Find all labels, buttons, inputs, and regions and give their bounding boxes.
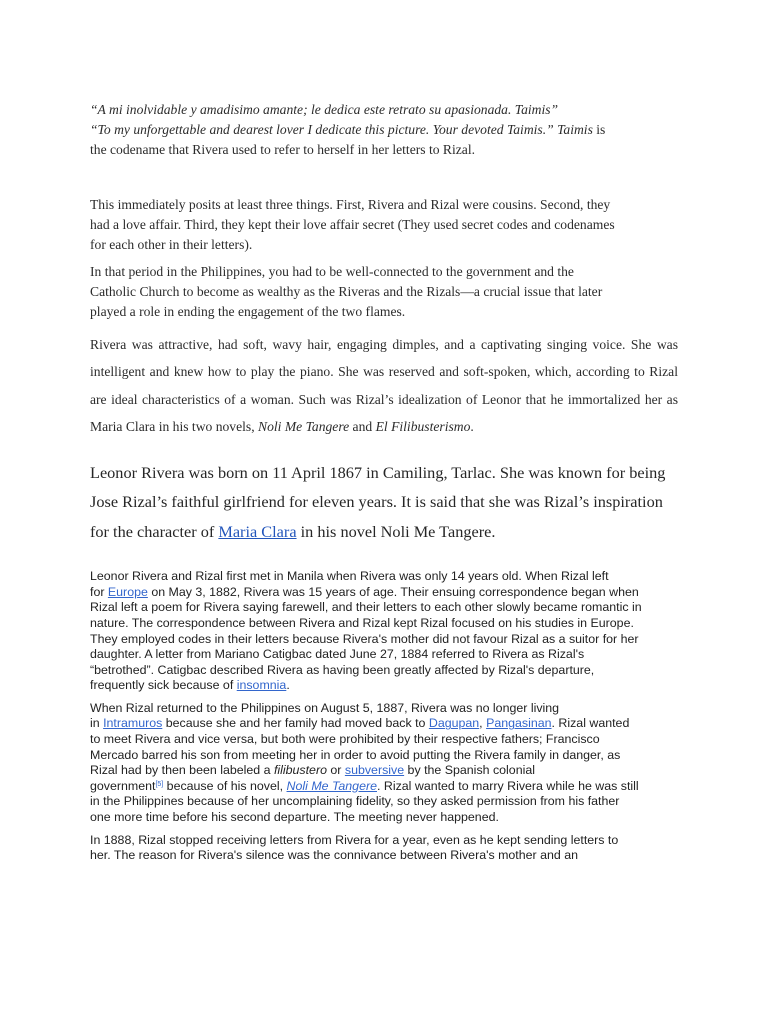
- pangasinan-link[interactable]: Pangasinan: [486, 716, 552, 731]
- year-1888-paragraph: In 1888, Rizal stopped receiving letters from Rivera for a year, even as he kept sending letters to her. The reason for Rivera's silence was the connivance between Rivera's mother and an: [90, 832, 619, 863]
- document-page: [90, 100, 678, 864]
- dedication-quote-paragraph: [90, 100, 678, 160]
- returned-paragraph: When Rizal returned to the Philippines on August 5, 1887, Rivera was no longer living in Intramuros because she and her family had moved back to Dagupan, Pangasinan. Rizal wanted to meet Rivera and vice versa, but both were prohibited by their respective fathers; Francisco Mercado barred his son from meeting her in order to avoid putting the Rivera family in danger, as Rizal had by then been labeled a filibustero or subversive by the Spanish colonial government[5] because of his novel, Noli Me Tangere. Rizal wanted to marry Rivera while he was still in the Philippines because of her uncomplaining fidelity, so they asked permission from his father one more time before his second departure. The meeting never happened.: [90, 700, 639, 825]
- filibustero-term: filibustero: [273, 763, 327, 778]
- intramuros-link[interactable]: Intramuros: [103, 716, 163, 731]
- first-met-paragraph: Leonor Rivera and Rizal first met in Manila when Rivera was only 14 years old. When Rizal left for Europe on May 3, 1882, Rivera was 15 years of age. Their ensuing correspondence began when Rizal left a poem for Rivera saying farewell, and their letters to each other slowly became romantic in nature. The correspondence between Rivera and Rizal kept Rizal focused on his studies in Europe. They employed codes in their letters because Rivera's mother did not favour Rizal as a suitor for her daughter. A letter from Mariano Catigbac dated June 27, 1884 referred to Rivera as Rizal's “betrothed”. Catigbac described Rivera as having been greatly affected by Rizal's departure, frequently sick because of insomnia.: [90, 569, 642, 693]
- maria-clara-link[interactable]: Maria Clara: [218, 521, 297, 541]
- novel-noli-title: Noli Me Tangere: [258, 419, 350, 435]
- insomnia-link[interactable]: insomnia: [236, 678, 287, 693]
- novel-fili-title: El Filibusterismo: [375, 419, 471, 435]
- codename-explanation: the codename that Rivera used to refer to herself in her letters to Rizal.: [90, 142, 476, 157]
- taimis-name: Taimis: [557, 122, 593, 137]
- born-paragraph: Leonor Rivera was born on 11 April 1867 in Camiling, Tarlac. She was known for being Jose Rizal’s faithful girlfriend for eleven years. It is said that she was Rizal’s inspiration for the character of Maria Clara in his novel Noli Me Tangere.: [90, 462, 666, 541]
- dagupan-link[interactable]: Dagupan: [428, 716, 480, 731]
- posits-paragraph: This immediately posits at least three things. First, Rivera and Rizal were cousins. Second, they had a love affair. Third, they kept their love affair secret (They used secret codes and codenames for each other in their letters).: [90, 197, 615, 252]
- europe-link[interactable]: Europe: [107, 584, 148, 599]
- citation-ref-link[interactable]: [5]: [155, 780, 164, 788]
- subversive-link[interactable]: subversive: [344, 763, 405, 778]
- noli-me-tangere-link[interactable]: Noli Me Tangere: [286, 778, 377, 793]
- english-quote-line: “To my unforgettable and dearest lover I dedicate this picture. Your devoted Taimis.” Taimis is: [90, 122, 606, 137]
- attractive-paragraph: Rivera was attractive, had soft, wavy hair, engaging dimples, and a captivating singing voice. She was intelligent and knew how to play the piano. She was reserved and soft-spoken, which, according to Rizal are ideal characteristics of a woman. Such was Rizal’s idealization of Leonor that he immortalized her as Maria Clara in his two novels, Noli Me Tangere and El Filibusterismo.: [90, 337, 678, 435]
- period-paragraph: In that period in the Philippines, you had to be well-connected to the government and the Catholic Church to become as wealthy as the Riveras and the Rizals—a crucial issue that later played a role in ending the engagement of the two flames.: [90, 264, 603, 319]
- spanish-quote: “A mi inolvidable y amadisimo amante; le dedica este retrato su apasionada. Taimis”: [90, 102, 559, 117]
- english-quote: “To my unforgettable and dearest lover I dedicate this picture. Your devoted Taimis.”: [90, 122, 554, 137]
